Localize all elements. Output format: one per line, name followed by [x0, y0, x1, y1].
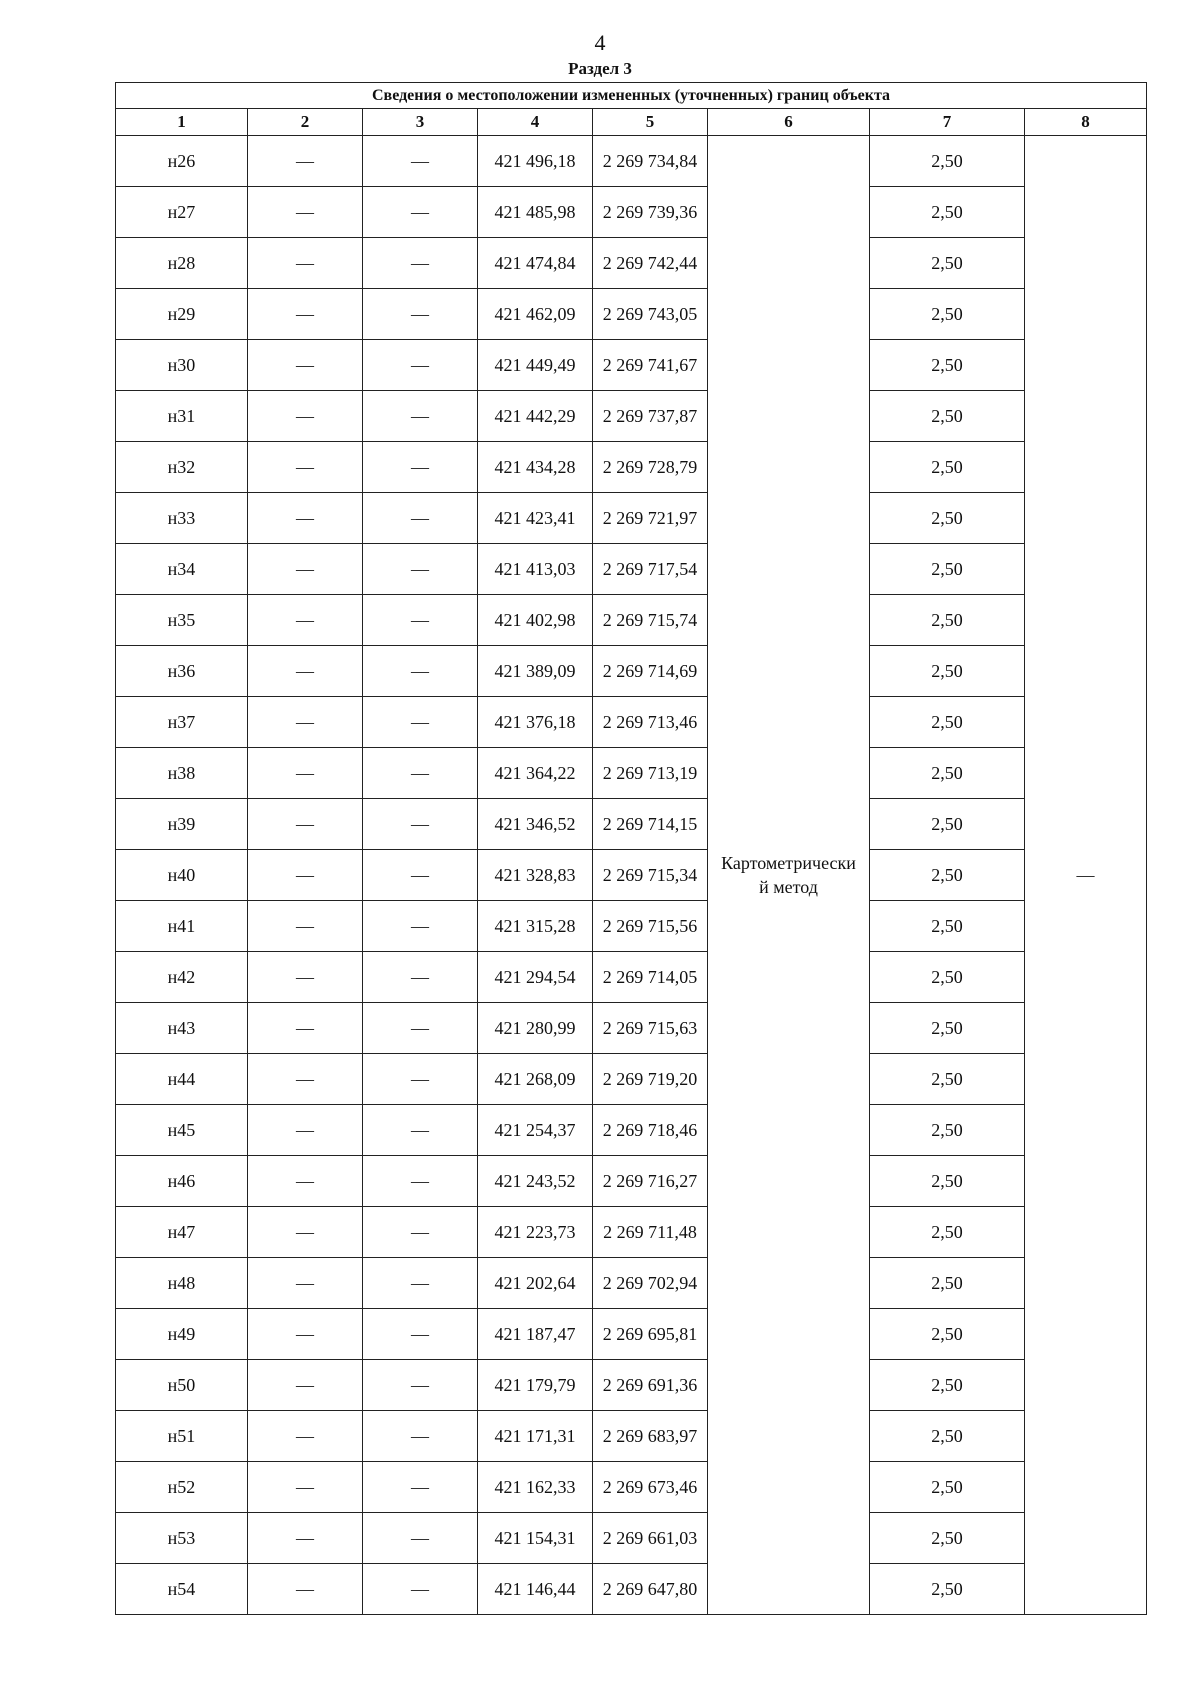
y-coordinate-cell: 2 269 714,05 — [593, 952, 708, 1003]
column-3-cell: — — [363, 1105, 478, 1156]
column-header: 1 — [116, 109, 248, 136]
x-coordinate-cell: 421 485,98 — [478, 187, 593, 238]
x-coordinate-cell: 421 328,83 — [478, 850, 593, 901]
column-3-cell: — — [363, 901, 478, 952]
accuracy-cell: 2,50 — [870, 1003, 1025, 1054]
accuracy-cell: 2,50 — [870, 1513, 1025, 1564]
accuracy-cell: 2,50 — [870, 799, 1025, 850]
table-row — [116, 748, 1147, 799]
column-header: 2 — [248, 109, 363, 136]
point-cell: н44 — [116, 1054, 248, 1105]
column-3-cell: — — [363, 697, 478, 748]
accuracy-cell: 2,50 — [870, 493, 1025, 544]
column-2-cell: — — [248, 1564, 363, 1615]
accuracy-cell: 2,50 — [870, 901, 1025, 952]
point-cell: н43 — [116, 1003, 248, 1054]
point-cell: н31 — [116, 391, 248, 442]
x-coordinate-cell: 421 423,41 — [478, 493, 593, 544]
column-2-cell: — — [248, 1513, 363, 1564]
column-2-cell: — — [248, 1156, 363, 1207]
y-coordinate-cell: 2 269 715,56 — [593, 901, 708, 952]
x-coordinate-cell: 421 146,44 — [478, 1564, 593, 1615]
table-row — [116, 1105, 1147, 1156]
column-3-cell: — — [363, 646, 478, 697]
point-cell: н34 — [116, 544, 248, 595]
point-cell: н28 — [116, 238, 248, 289]
x-coordinate-cell: 421 254,37 — [478, 1105, 593, 1156]
x-coordinate-cell: 421 389,09 — [478, 646, 593, 697]
table-row — [116, 187, 1147, 238]
point-cell: н39 — [116, 799, 248, 850]
point-cell: н38 — [116, 748, 248, 799]
x-coordinate-cell: 421 376,18 — [478, 697, 593, 748]
y-coordinate-cell: 2 269 714,69 — [593, 646, 708, 697]
method-cell: Картометрически й метод — [708, 136, 870, 1615]
accuracy-cell: 2,50 — [870, 187, 1025, 238]
accuracy-cell: 2,50 — [870, 289, 1025, 340]
column-2-cell: — — [248, 493, 363, 544]
column-3-cell: — — [363, 1564, 478, 1615]
table-row — [116, 595, 1147, 646]
y-coordinate-cell: 2 269 691,36 — [593, 1360, 708, 1411]
x-coordinate-cell: 421 346,52 — [478, 799, 593, 850]
y-coordinate-cell: 2 269 741,67 — [593, 340, 708, 391]
x-coordinate-cell: 421 202,64 — [478, 1258, 593, 1309]
table-row — [116, 238, 1147, 289]
x-coordinate-cell: 421 187,47 — [478, 1309, 593, 1360]
accuracy-cell: 2,50 — [870, 544, 1025, 595]
column-3-cell: — — [363, 1054, 478, 1105]
page-number: 4 — [594, 30, 606, 55]
accuracy-cell: 2,50 — [870, 850, 1025, 901]
table-row — [116, 442, 1147, 493]
accuracy-cell: 2,50 — [870, 1207, 1025, 1258]
column-2-cell: — — [248, 901, 363, 952]
table-row — [116, 901, 1147, 952]
column-2-cell: — — [248, 595, 363, 646]
table-row — [116, 952, 1147, 1003]
table-row — [116, 1411, 1147, 1462]
y-coordinate-cell: 2 269 737,87 — [593, 391, 708, 442]
column-3-cell: — — [363, 391, 478, 442]
point-cell: н51 — [116, 1411, 248, 1462]
column-3-cell: — — [363, 799, 478, 850]
y-coordinate-cell: 2 269 647,80 — [593, 1564, 708, 1615]
y-coordinate-cell: 2 269 714,15 — [593, 799, 708, 850]
x-coordinate-cell: 421 442,29 — [478, 391, 593, 442]
y-coordinate-cell: 2 269 673,46 — [593, 1462, 708, 1513]
point-cell: н53 — [116, 1513, 248, 1564]
accuracy-cell: 2,50 — [870, 646, 1025, 697]
point-cell: н52 — [116, 1462, 248, 1513]
y-coordinate-cell: 2 269 702,94 — [593, 1258, 708, 1309]
accuracy-cell: 2,50 — [870, 748, 1025, 799]
table-row — [116, 1564, 1147, 1615]
column-2-cell: — — [248, 748, 363, 799]
column-2-cell: — — [248, 1258, 363, 1309]
table-row — [116, 136, 1147, 187]
accuracy-cell: 2,50 — [870, 1258, 1025, 1309]
table-row — [116, 799, 1147, 850]
table-row — [116, 1309, 1147, 1360]
x-coordinate-cell: 421 280,99 — [478, 1003, 593, 1054]
accuracy-cell: 2,50 — [870, 442, 1025, 493]
column-header: 4 — [478, 109, 593, 136]
column-8-cell: — — [1025, 136, 1147, 1615]
column-3-cell: — — [363, 952, 478, 1003]
y-coordinate-cell: 2 269 739,36 — [593, 187, 708, 238]
x-coordinate-cell: 421 268,09 — [478, 1054, 593, 1105]
column-3-cell: — — [363, 1258, 478, 1309]
y-coordinate-cell: 2 269 683,97 — [593, 1411, 708, 1462]
point-cell: н41 — [116, 901, 248, 952]
y-coordinate-cell: 2 269 719,20 — [593, 1054, 708, 1105]
accuracy-cell: 2,50 — [870, 1411, 1025, 1462]
accuracy-cell: 2,50 — [870, 1462, 1025, 1513]
column-header: 3 — [363, 109, 478, 136]
accuracy-cell: 2,50 — [870, 238, 1025, 289]
y-coordinate-cell: 2 269 713,19 — [593, 748, 708, 799]
accuracy-cell: 2,50 — [870, 1309, 1025, 1360]
x-coordinate-cell: 421 162,33 — [478, 1462, 593, 1513]
y-coordinate-cell: 2 269 715,63 — [593, 1003, 708, 1054]
table-caption: Сведения о местоположении измененных (уточненных) границ объекта — [116, 83, 1147, 109]
table-row — [116, 1462, 1147, 1513]
point-cell: н30 — [116, 340, 248, 391]
x-coordinate-cell: 421 223,73 — [478, 1207, 593, 1258]
column-3-cell: — — [363, 340, 478, 391]
column-3-cell: — — [363, 1207, 478, 1258]
point-cell: н35 — [116, 595, 248, 646]
table-row — [116, 697, 1147, 748]
point-cell: н48 — [116, 1258, 248, 1309]
y-coordinate-cell: 2 269 734,84 — [593, 136, 708, 187]
column-2-cell: — — [248, 1411, 363, 1462]
column-2-cell: — — [248, 952, 363, 1003]
accuracy-cell: 2,50 — [870, 1156, 1025, 1207]
column-2-cell: — — [248, 1003, 363, 1054]
x-coordinate-cell: 421 496,18 — [478, 136, 593, 187]
point-cell: н37 — [116, 697, 248, 748]
column-3-cell: — — [363, 1003, 478, 1054]
x-coordinate-cell: 421 171,31 — [478, 1411, 593, 1462]
column-2-cell: — — [248, 850, 363, 901]
accuracy-cell: 2,50 — [870, 697, 1025, 748]
x-coordinate-cell: 421 154,31 — [478, 1513, 593, 1564]
accuracy-cell: 2,50 — [870, 595, 1025, 646]
column-2-cell: — — [248, 1309, 363, 1360]
column-2-cell: — — [248, 544, 363, 595]
column-3-cell: — — [363, 1360, 478, 1411]
column-3-cell: — — [363, 238, 478, 289]
table-row — [116, 646, 1147, 697]
column-3-cell: — — [363, 595, 478, 646]
table-row — [116, 1003, 1147, 1054]
y-coordinate-cell: 2 269 721,97 — [593, 493, 708, 544]
accuracy-cell: 2,50 — [870, 952, 1025, 1003]
x-coordinate-cell: 421 474,84 — [478, 238, 593, 289]
y-coordinate-cell: 2 269 742,44 — [593, 238, 708, 289]
column-3-cell: — — [363, 493, 478, 544]
x-coordinate-cell: 421 364,22 — [478, 748, 593, 799]
table-row — [116, 1054, 1147, 1105]
column-3-cell: — — [363, 748, 478, 799]
column-2-cell: — — [248, 646, 363, 697]
y-coordinate-cell: 2 269 717,54 — [593, 544, 708, 595]
column-2-cell: — — [248, 799, 363, 850]
y-coordinate-cell: 2 269 743,05 — [593, 289, 708, 340]
column-2-cell: — — [248, 187, 363, 238]
column-3-cell: — — [363, 1411, 478, 1462]
table-row — [116, 1207, 1147, 1258]
column-3-cell: — — [363, 1513, 478, 1564]
table-row — [116, 1156, 1147, 1207]
accuracy-cell: 2,50 — [870, 340, 1025, 391]
table-row — [116, 1258, 1147, 1309]
table-row — [116, 544, 1147, 595]
boundary-coordinates-table — [115, 82, 1147, 1615]
point-cell: н32 — [116, 442, 248, 493]
section-title: Раздел 3 — [568, 59, 632, 78]
column-3-cell: — — [363, 1309, 478, 1360]
table-row — [116, 1360, 1147, 1411]
column-2-cell: — — [248, 697, 363, 748]
y-coordinate-cell: 2 269 715,74 — [593, 595, 708, 646]
column-2-cell: — — [248, 340, 363, 391]
column-2-cell: — — [248, 289, 363, 340]
point-cell: н36 — [116, 646, 248, 697]
x-coordinate-cell: 421 462,09 — [478, 289, 593, 340]
point-cell: н54 — [116, 1564, 248, 1615]
accuracy-cell: 2,50 — [870, 391, 1025, 442]
point-cell: н27 — [116, 187, 248, 238]
accuracy-cell: 2,50 — [870, 1054, 1025, 1105]
column-header: 5 — [593, 109, 708, 136]
x-coordinate-cell: 421 179,79 — [478, 1360, 593, 1411]
x-coordinate-cell: 421 402,98 — [478, 595, 593, 646]
y-coordinate-cell: 2 269 713,46 — [593, 697, 708, 748]
column-2-cell: — — [248, 1105, 363, 1156]
point-cell: н33 — [116, 493, 248, 544]
point-cell: н50 — [116, 1360, 248, 1411]
accuracy-cell: 2,50 — [870, 1564, 1025, 1615]
column-3-cell: — — [363, 136, 478, 187]
column-header: 7 — [870, 109, 1025, 136]
y-coordinate-cell: 2 269 715,34 — [593, 850, 708, 901]
column-2-cell: — — [248, 238, 363, 289]
y-coordinate-cell: 2 269 728,79 — [593, 442, 708, 493]
point-cell: н42 — [116, 952, 248, 1003]
column-header: 6 — [708, 109, 870, 136]
accuracy-cell: 2,50 — [870, 136, 1025, 187]
y-coordinate-cell: 2 269 718,46 — [593, 1105, 708, 1156]
table-row — [116, 289, 1147, 340]
x-coordinate-cell: 421 413,03 — [478, 544, 593, 595]
column-3-cell: — — [363, 289, 478, 340]
column-2-cell: — — [248, 1207, 363, 1258]
column-header: 8 — [1025, 109, 1147, 136]
table-row — [116, 340, 1147, 391]
x-coordinate-cell: 421 449,49 — [478, 340, 593, 391]
x-coordinate-cell: 421 315,28 — [478, 901, 593, 952]
x-coordinate-cell: 421 294,54 — [478, 952, 593, 1003]
column-2-cell: — — [248, 1054, 363, 1105]
accuracy-cell: 2,50 — [870, 1105, 1025, 1156]
x-coordinate-cell: 421 243,52 — [478, 1156, 593, 1207]
table-row — [116, 391, 1147, 442]
column-number-row — [116, 109, 1147, 136]
x-coordinate-cell: 421 434,28 — [478, 442, 593, 493]
y-coordinate-cell: 2 269 695,81 — [593, 1309, 708, 1360]
column-3-cell: — — [363, 850, 478, 901]
table-row — [116, 493, 1147, 544]
point-cell: н45 — [116, 1105, 248, 1156]
y-coordinate-cell: 2 269 661,03 — [593, 1513, 708, 1564]
column-2-cell: — — [248, 442, 363, 493]
point-cell: н46 — [116, 1156, 248, 1207]
column-3-cell: — — [363, 187, 478, 238]
column-3-cell: — — [363, 442, 478, 493]
column-3-cell: — — [363, 1156, 478, 1207]
y-coordinate-cell: 2 269 716,27 — [593, 1156, 708, 1207]
table-row — [116, 850, 1147, 901]
y-coordinate-cell: 2 269 711,48 — [593, 1207, 708, 1258]
point-cell: н26 — [116, 136, 248, 187]
column-2-cell: — — [248, 1360, 363, 1411]
column-2-cell: — — [248, 136, 363, 187]
point-cell: н29 — [116, 289, 248, 340]
point-cell: н47 — [116, 1207, 248, 1258]
accuracy-cell: 2,50 — [870, 1360, 1025, 1411]
column-2-cell: — — [248, 1462, 363, 1513]
column-2-cell: — — [248, 391, 363, 442]
point-cell: н49 — [116, 1309, 248, 1360]
column-3-cell: — — [363, 544, 478, 595]
point-cell: н40 — [116, 850, 248, 901]
column-3-cell: — — [363, 1462, 478, 1513]
table-row — [116, 1513, 1147, 1564]
